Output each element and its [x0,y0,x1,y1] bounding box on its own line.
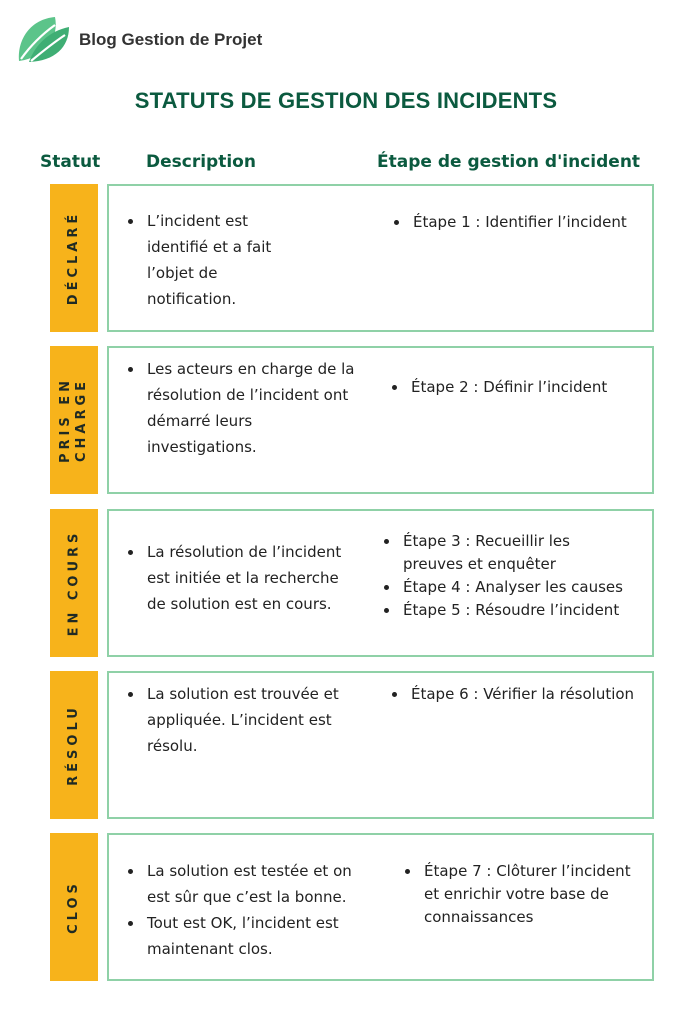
brand-name: Blog Gestion de Projet [79,30,263,49]
column-header-description: Description [146,152,256,172]
description-item: Tout est OK, l’incident est maintenant clos. [125,910,365,962]
leaf-logo-icon [15,15,73,65]
column-header-status: Statut [40,152,101,172]
description-item: La résolution de l’incident est initiée et la recherche de solution est en cours. [125,539,347,617]
status-tab [50,509,98,657]
status-label: EN COURS [66,529,81,637]
status-label: CLOS [66,880,81,934]
description-list [125,208,355,312]
steps-list [381,530,643,622]
status-row-declared [50,184,654,332]
status-row-box [107,671,654,819]
status-tab [50,346,98,494]
status-label: RÉSOLU [66,704,81,786]
steps-list [391,211,651,234]
description-item: La solution est testée et on est sûr que c’est la bonne. [125,858,365,910]
steps-list [402,860,642,929]
description-list [125,356,355,460]
description-list [125,858,365,962]
brand-logo [15,15,262,65]
status-row-box [107,509,654,657]
description-item: L’incident est identifié et a fait l’objet de notification. [125,208,297,312]
steps-list [389,376,649,399]
status-row-box [107,346,654,494]
status-row-resolved [50,671,654,819]
step-item: Étape 4 : Analyser les causes [381,576,643,599]
description-list [125,681,355,759]
status-row-taken-in-charge [50,346,654,494]
status-row-in-progress [50,509,654,657]
step-item: Étape 2 : Définir l’incident [389,376,649,399]
status-label: DÉCLARÉ [66,210,82,306]
description-item: La solution est trouvée et appliquée. L’incident est résolu. [125,681,357,759]
column-header-step: Étape de gestion d'incident [377,152,641,172]
status-row-closed [50,833,654,981]
status-tab [50,833,98,981]
step-item: Étape 6 : Vérifier la résolution [389,683,649,706]
step-item: Étape 3 : Recueillir les preuves et enquêter [381,530,573,576]
step-item: Étape 5 : Résoudre l’incident [381,599,643,622]
status-label: PRIS EN CHARGE [58,376,89,464]
steps-list [389,683,649,706]
status-tab [50,671,98,819]
status-tab [50,184,98,332]
status-row-box [107,184,654,332]
description-item: Les acteurs en charge de la résolution de l’incident ont démarré leurs investigations. [125,356,357,460]
step-item: Étape 1 : Identifier l’incident [391,211,651,234]
status-row-box [107,833,654,981]
description-list [125,539,355,617]
step-item: Étape 7 : Clôturer l’incident et enrichir votre base de connaissances [402,860,639,929]
page-title: STATUTS DE GESTION DES INCIDENTS [134,88,558,113]
